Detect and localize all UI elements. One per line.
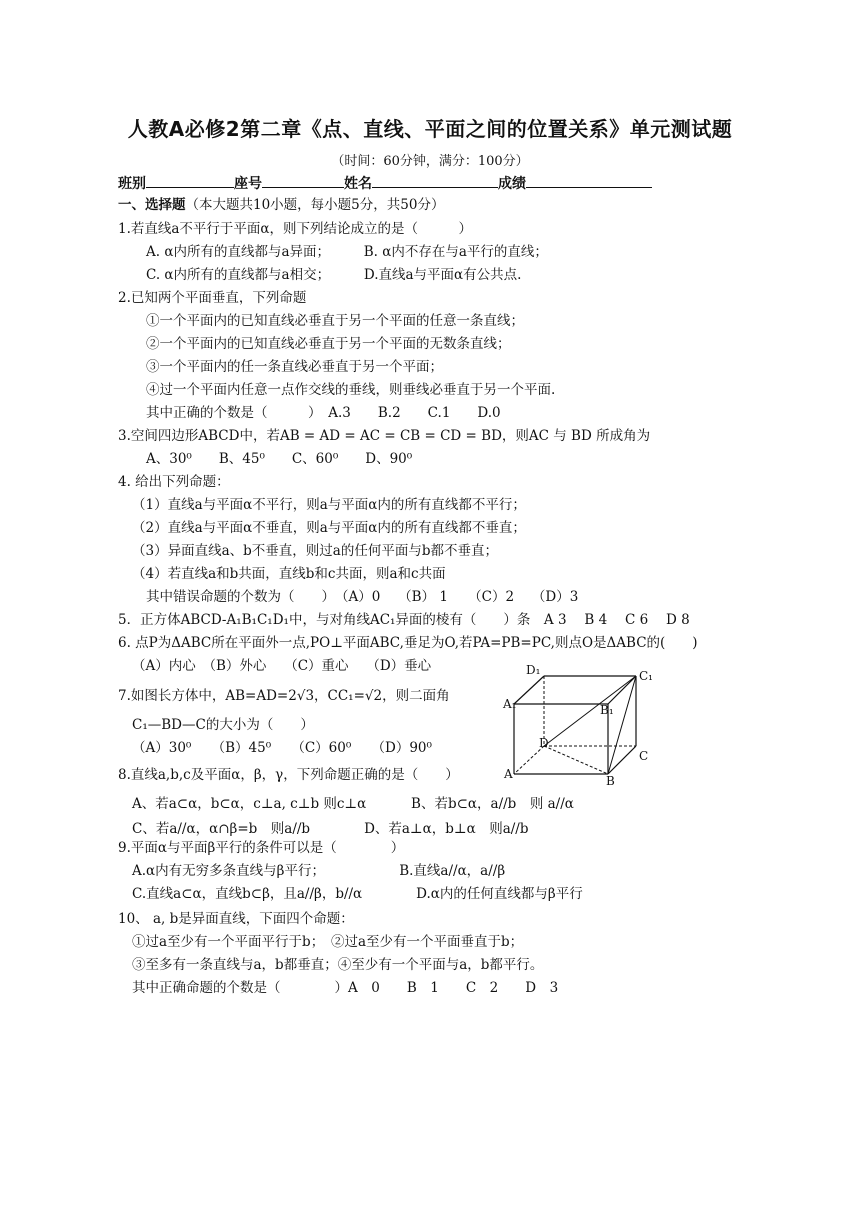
score-label: 成绩	[498, 176, 526, 192]
q4-statement-1: （1）直线a与平面α不平行，则a与平面α内的所有直线都不平行；	[132, 497, 526, 513]
vertex-label-d: D	[539, 736, 549, 750]
q7-options: （A）30⁰ （B）45⁰ （C）60⁰ （D）90⁰	[132, 740, 432, 756]
q1-stem: 1.若直线a不平行于平面α，则下列结论成立的是（ ）	[118, 221, 473, 237]
q9-stem: 9.平面α与平面β平行的条件可以是（ ）	[118, 840, 405, 856]
q9-options-ab: A.α内有无穷多条直线与β平行； B.直线a//α，a//β	[132, 863, 506, 879]
section-note: （本大题共10小题，每小题5分，共50分）	[185, 197, 445, 213]
q9-options-cd: C.直线a⊂α，直线b⊂β，且a//β，b//α D.α内的任何直线都与β平行	[132, 886, 583, 902]
q2-statement-2: ②一个平面内的已知直线必垂直于另一个平面的无数条直线；	[146, 336, 511, 352]
q1-options-ab: A. α内所有的直线都与a异面； B. α内不存在与a平行的直线；	[146, 244, 548, 260]
student-info-row	[118, 173, 652, 193]
vertex-label-a: A	[504, 767, 513, 781]
q4-statement-3: （3）异面直线a、b不垂直，则过a的任何平面与b都不垂直；	[132, 543, 498, 559]
exam-time-note: （时间：60分钟，满分：100分）	[331, 154, 529, 169]
q8-options-ab: A、若a⊂α，b⊂α，c⊥a, c⊥b 则c⊥α B、若b⊂α，a//b 则 a//α	[132, 796, 574, 812]
q4-options: 其中错误命题的个数为（ ） （A）0 （B） 1 （C）2 （D）3	[146, 589, 579, 605]
q7-stem: 7.如图长方体中，AB=AD=2√3，CC₁=√2，则二面角	[118, 688, 450, 704]
class-blank[interactable]	[146, 173, 234, 188]
edge-da	[514, 746, 544, 774]
q3-options: A、30⁰ B、45⁰ C、60⁰ D、90⁰	[146, 451, 413, 467]
q10-statements-12: ①过a至少有一个平面平行于b； ②过a至少有一个平面垂直于b；	[132, 934, 524, 950]
edge-d1a1	[514, 676, 544, 704]
q8-options-cd: C、若a//α，α∩β=b 则a//b D、若a⊥α，b⊥α 则a//b	[132, 821, 529, 837]
q6-stem: 6. 点P为ΔABC所在平面外一点,PO⊥平面ABC,垂足为O,若PA=PB=PC,则点O是ΔABC的( )	[118, 635, 698, 651]
q10-stem: 10、 a, b是异面直线，下面四个命题：	[118, 911, 354, 927]
diagonal-dc1	[544, 676, 636, 746]
score-blank[interactable]	[526, 173, 652, 188]
q10-options: 其中正确命题的个数是（ ）A 0 B 1 C 2 D 3	[132, 980, 559, 996]
q2-statement-4: ④过一个平面内任意一点作交线的垂线，则垂线必垂直于另一个平面.	[146, 382, 556, 398]
q10-statements-34: ③至多有一条直线与a，b都垂直；④至少有一个平面与a，b都平行。	[132, 957, 544, 973]
section-title: 一、选择题	[118, 197, 186, 213]
q2-statement-3: ③一个平面内的任一条直线必垂直于另一个平面；	[146, 359, 443, 375]
q4-statement-2: （2）直线a与平面α不垂直，则a与平面α内的所有直线都不垂直；	[132, 520, 526, 536]
q1-options-cd: C. α内所有的直线都与a相交； D.直线a与平面α有公共点.	[146, 267, 522, 283]
q4-statement-4: （4）若直线a和b共面，直线b和c共面，则a和c共面	[132, 566, 446, 582]
name-label: 姓名	[344, 176, 372, 192]
vertex-label-b: B	[606, 774, 615, 786]
page-title: 人教A必修2第二章《点、直线、平面之间的位置关系》单元测试题	[127, 117, 733, 141]
q2-options: 其中正确的个数是（ ） A.3 B.2 C.1 D.0	[146, 405, 501, 421]
q3-stem: 3.空间四边形ABCD中，若AB = AD = AC = CB = CD = BD，则AC 与 BD 所成角为	[118, 428, 651, 444]
section-heading	[118, 196, 444, 214]
q2-statement-1: ①一个平面内的已知直线必垂直于另一个平面的任意一条直线；	[146, 313, 524, 329]
vertex-label-b1: B₁	[600, 703, 614, 717]
seat-label: 座号	[234, 176, 262, 192]
vertex-label-c1: C₁	[639, 669, 653, 683]
q4-stem: 4. 给出下列命题：	[118, 474, 230, 490]
q8-stem: 8.直线a,b,c及平面α，β，γ，下列命题正确的是（ ）	[118, 767, 459, 783]
vertex-label-a1: A₁	[503, 697, 517, 711]
seat-blank[interactable]	[262, 173, 344, 188]
cuboid-figure	[496, 662, 656, 786]
q7-stem-cont: C₁—BD—C的大小为（ ）	[132, 717, 314, 733]
q2-stem: 2.已知两个平面垂直，下列命题	[118, 290, 307, 306]
vertex-label-d1: D₁	[526, 663, 541, 677]
vertex-label-c: C	[639, 749, 649, 763]
name-blank[interactable]	[372, 173, 498, 188]
class-label: 班别	[118, 176, 146, 192]
q5-stem: 5．正方体ABCD-A₁B₁C₁D₁中，与对角线AC₁异面的棱有（ ）条 A 3 B 4 C 6 D 8	[118, 612, 690, 628]
q6-options: （A）内心 （B）外心 （C）重心 （D）垂心	[132, 658, 432, 674]
diagonal-bd	[544, 746, 608, 774]
